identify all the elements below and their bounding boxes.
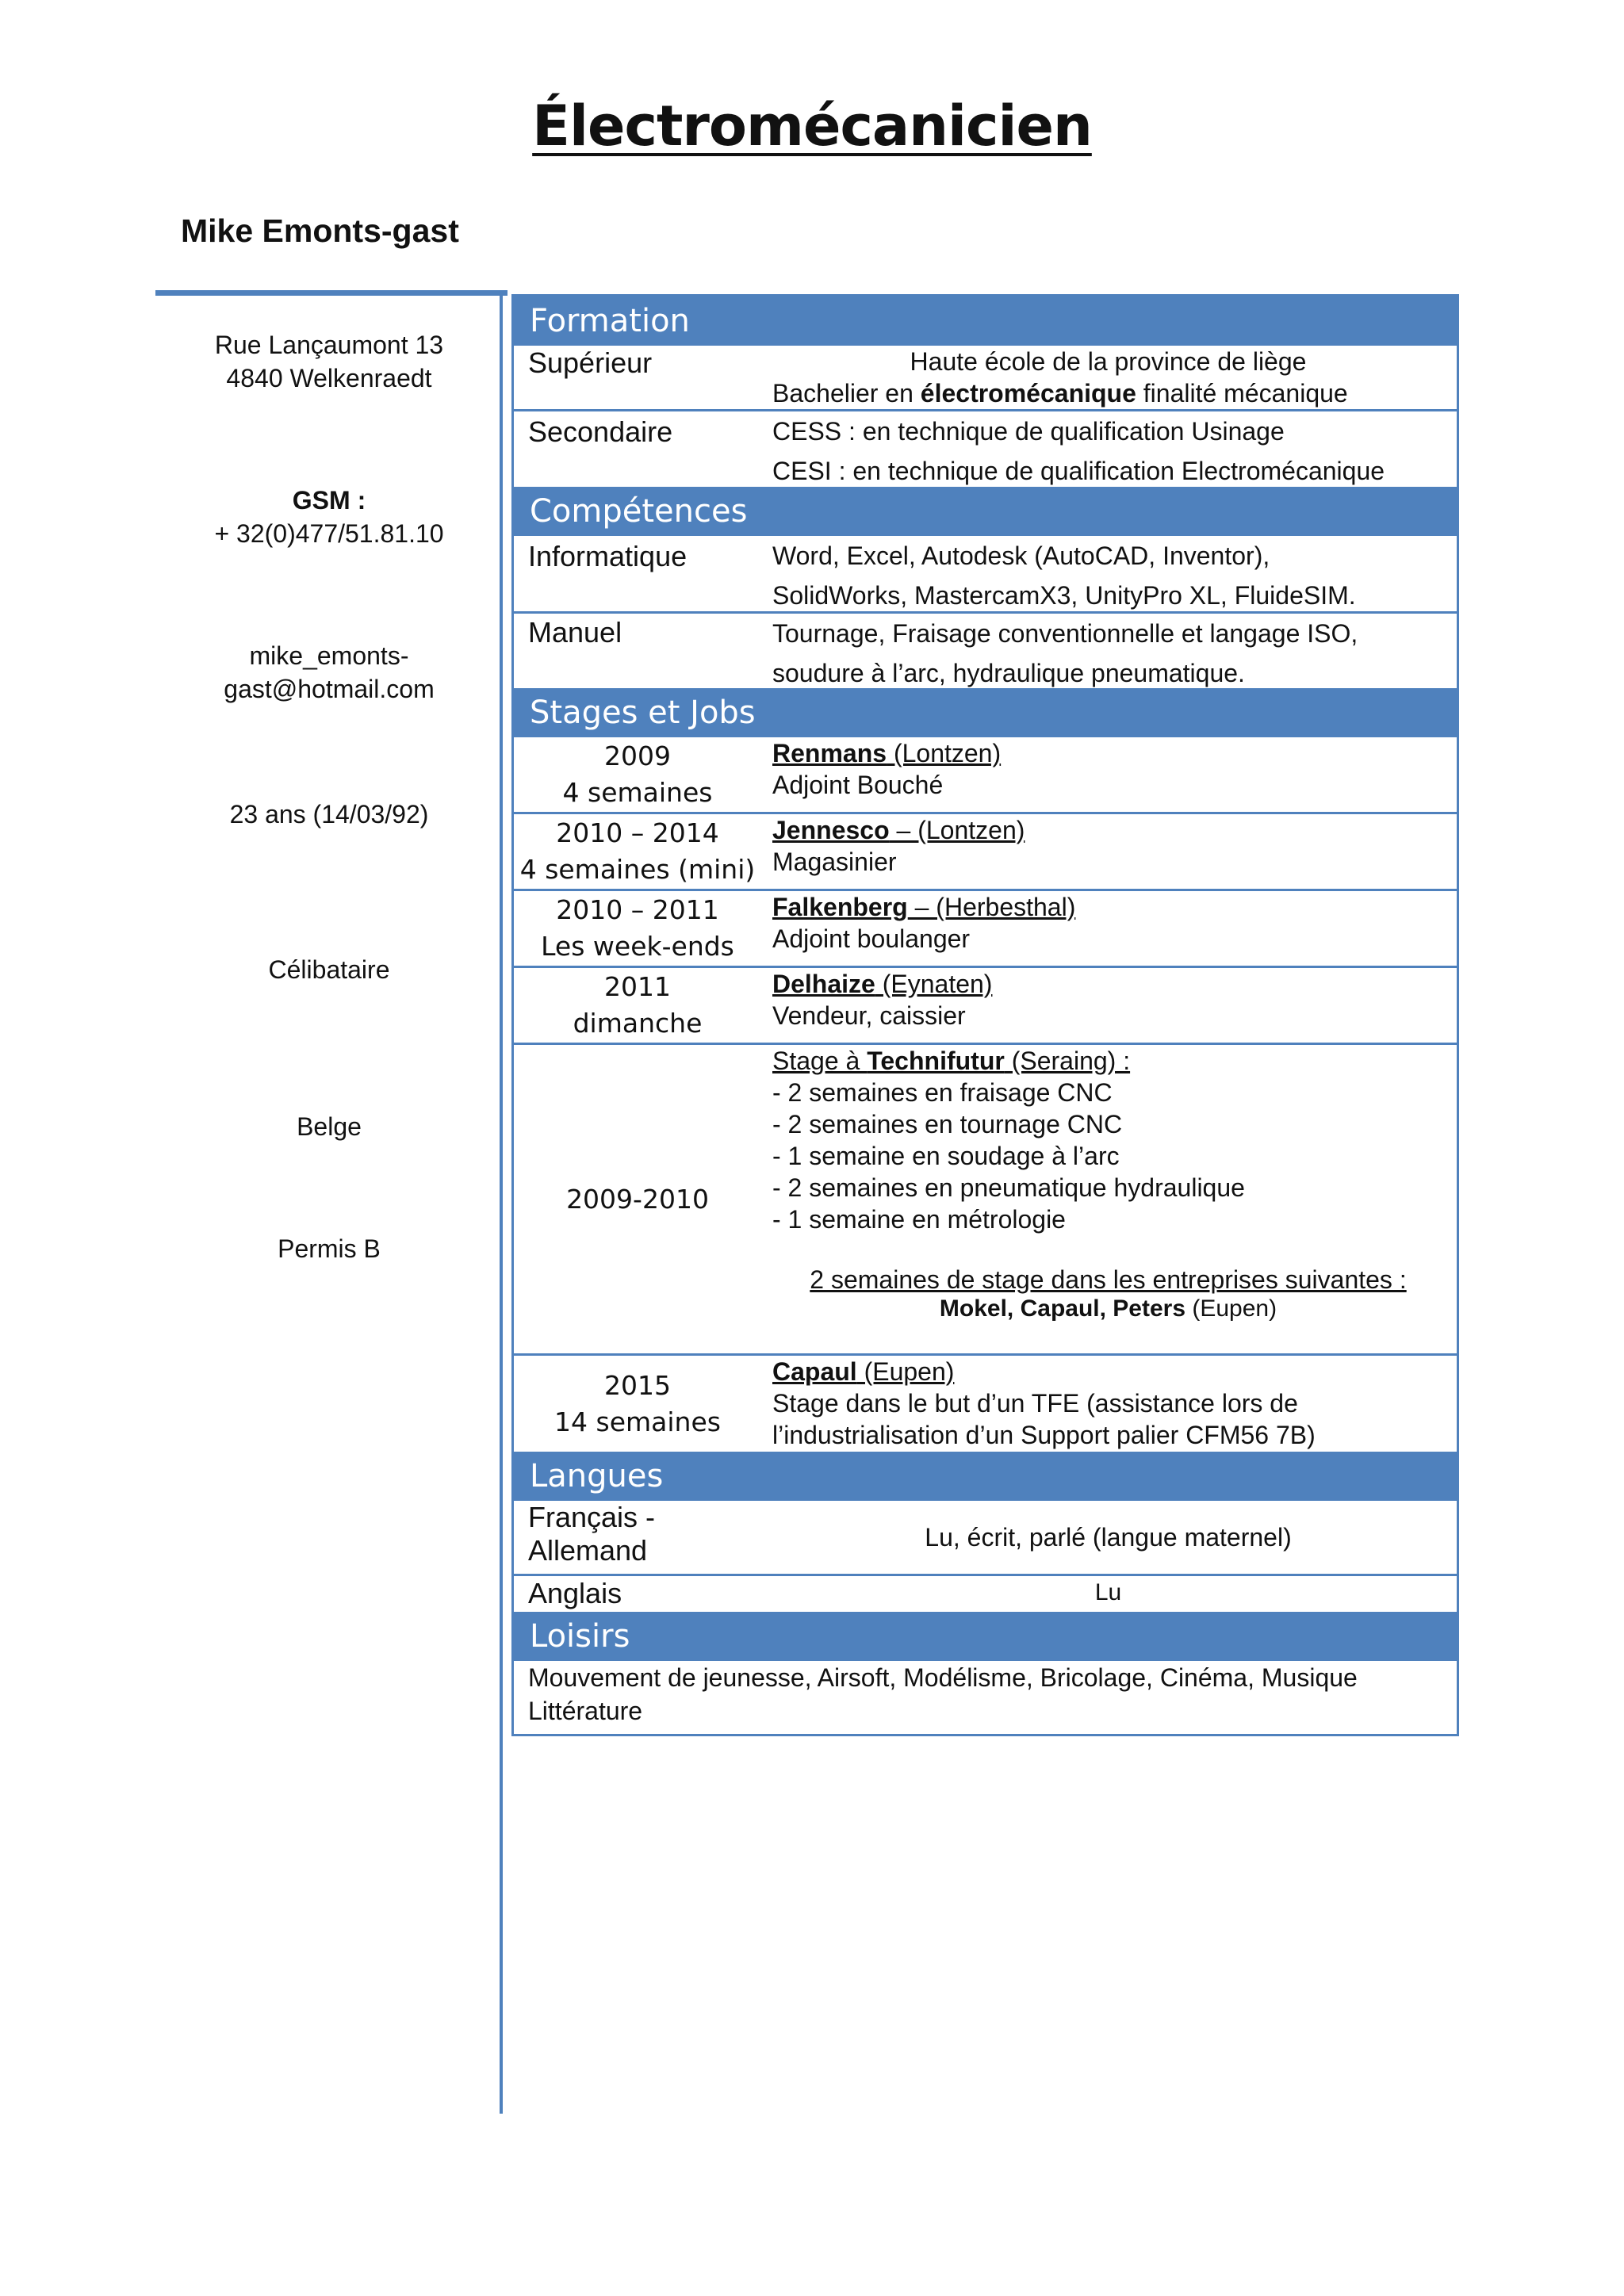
job-row: [514, 966, 1457, 1043]
cv-table: [511, 294, 1459, 1736]
job-details: Capaul (Eupen) Stage dans le but d’un TFE (assistance lors de l’industrialisation d’un Support palier CFM56 7B): [772, 1357, 1316, 1449]
formation-value: [761, 411, 1457, 487]
email: [143, 639, 515, 706]
job-details: Stage à Technifutur (Seraing) : - 2 semaines en fraisage CNC - 2 semaines en tournage CNC - 1 semaine en soudage à l’arc - 2 semaines en pneumatique hydraulique - 1 semaine en métrologie 2 semaines de stage dans les entreprises suivantes : Mokel, Capaul, Peters (Eupen): [761, 1045, 1457, 1353]
gsm-label: GSM :: [292, 486, 366, 515]
gsm-value: + 32(0)477/51.81.10: [214, 519, 444, 548]
job-details: Jennesco – (Lontzen) Magasinier: [772, 816, 1025, 876]
cesi-line: CESI : en technique de qualification Electromécanique: [772, 457, 1385, 485]
job-period: 2010 – 2014 4 semaines (mini): [519, 817, 756, 885]
section-formation: Formation: [514, 297, 1457, 346]
section-competences: Compétences: [514, 487, 1457, 536]
formation-row-superieur: [514, 346, 1457, 409]
column-divider: [500, 290, 503, 2114]
language-row: [514, 1501, 1457, 1574]
job-period: 2010 – 2011 Les week-ends: [541, 894, 734, 962]
language-label: Anglais: [528, 1577, 622, 1609]
address-line-2: 4840 Welkenraedt: [226, 364, 432, 392]
language-level: Lu: [1094, 1579, 1122, 1605]
language-level: Lu, écrit, parlé (langue maternel): [925, 1523, 1292, 1552]
header-divider: [155, 290, 508, 296]
phone: [143, 484, 515, 550]
job-row: [514, 812, 1457, 889]
cess-line: CESS : en technique de qualification Usinage: [772, 417, 1285, 446]
school-name: Haute école de la province de liège: [910, 347, 1307, 376]
marital-status: Célibataire: [268, 955, 390, 984]
address-line-1: Rue Lançaumont 13: [214, 331, 444, 359]
competence-row-informatique: [514, 536, 1457, 611]
email-line-1: mike_emonts-: [249, 641, 409, 670]
job-period: 2009 4 semaines: [562, 740, 713, 808]
job-row: [514, 889, 1457, 966]
section-loisirs: Loisirs: [514, 1612, 1457, 1661]
job-period: 2015 14 semaines: [554, 1369, 721, 1437]
training-item: - 2 semaines en tournage CNC: [772, 1110, 1123, 1138]
language-label: Français - Allemand: [528, 1501, 656, 1567]
training-item: - 1 semaine en métrologie: [772, 1205, 1066, 1234]
competence-row-manuel: [514, 611, 1457, 688]
competence-label: Manuel: [528, 616, 622, 649]
degree: Bachelier en électromécanique finalité mécanique: [772, 379, 1348, 408]
section-stages: Stages et Jobs: [514, 688, 1457, 737]
job-details: Falkenberg – (Herbesthal) Adjoint boulanger: [772, 893, 1076, 953]
page-title: Électromécanicien: [532, 94, 1092, 159]
competence-value: Tournage, Fraisage conventionnelle et langage ISO, soudure à l’arc, hydraulique pneumatique.: [772, 619, 1358, 687]
job-row-technifutur: [514, 1043, 1457, 1353]
job-period: 2011 dimanche: [573, 971, 703, 1039]
formation-value: [761, 346, 1457, 409]
competence-value: Word, Excel, Autodesk (AutoCAD, Inventor), SolidWorks, MastercamX3, UnityPro XL, FluideSIM.: [772, 541, 1356, 610]
formation-row-secondaire: [514, 409, 1457, 487]
formation-label: Supérieur: [528, 346, 653, 379]
hobbies-text: Mouvement de jeunesse, Airsoft, Modélisme, Bricolage, Cinéma, Musique Littérature: [528, 1663, 1358, 1725]
training-item: - 2 semaines en pneumatique hydraulique: [772, 1173, 1245, 1202]
competence-label: Informatique: [528, 540, 688, 572]
nationality: Belge: [297, 1112, 362, 1141]
job-row-capaul: [514, 1353, 1457, 1452]
address: [143, 328, 515, 395]
training-companies: Mokel, Capaul, Peters (Eupen): [939, 1295, 1277, 1322]
formation-label: Secondaire: [528, 415, 673, 448]
candidate-name: Mike Emonts-gast: [181, 212, 459, 249]
training-note: 2 semaines de stage dans les entreprises suivantes :: [810, 1265, 1407, 1294]
email-line-2: gast@hotmail.com: [224, 675, 435, 703]
hobbies-row: [514, 1661, 1457, 1734]
training-item: - 2 semaines en fraisage CNC: [772, 1078, 1113, 1107]
job-row: [514, 737, 1457, 812]
training-item: - 1 semaine en soudage à l’arc: [772, 1142, 1120, 1170]
language-row: [514, 1574, 1457, 1612]
section-langues: Langues: [514, 1452, 1457, 1501]
age: 23 ans (14/03/92): [229, 800, 429, 828]
job-details: Renmans (Lontzen) Adjoint Bouché: [772, 739, 1002, 799]
driving-license: Permis B: [278, 1234, 381, 1263]
job-details: Delhaize (Eynaten) Vendeur, caissier: [772, 970, 993, 1030]
job-period: 2009-2010: [566, 1183, 709, 1215]
